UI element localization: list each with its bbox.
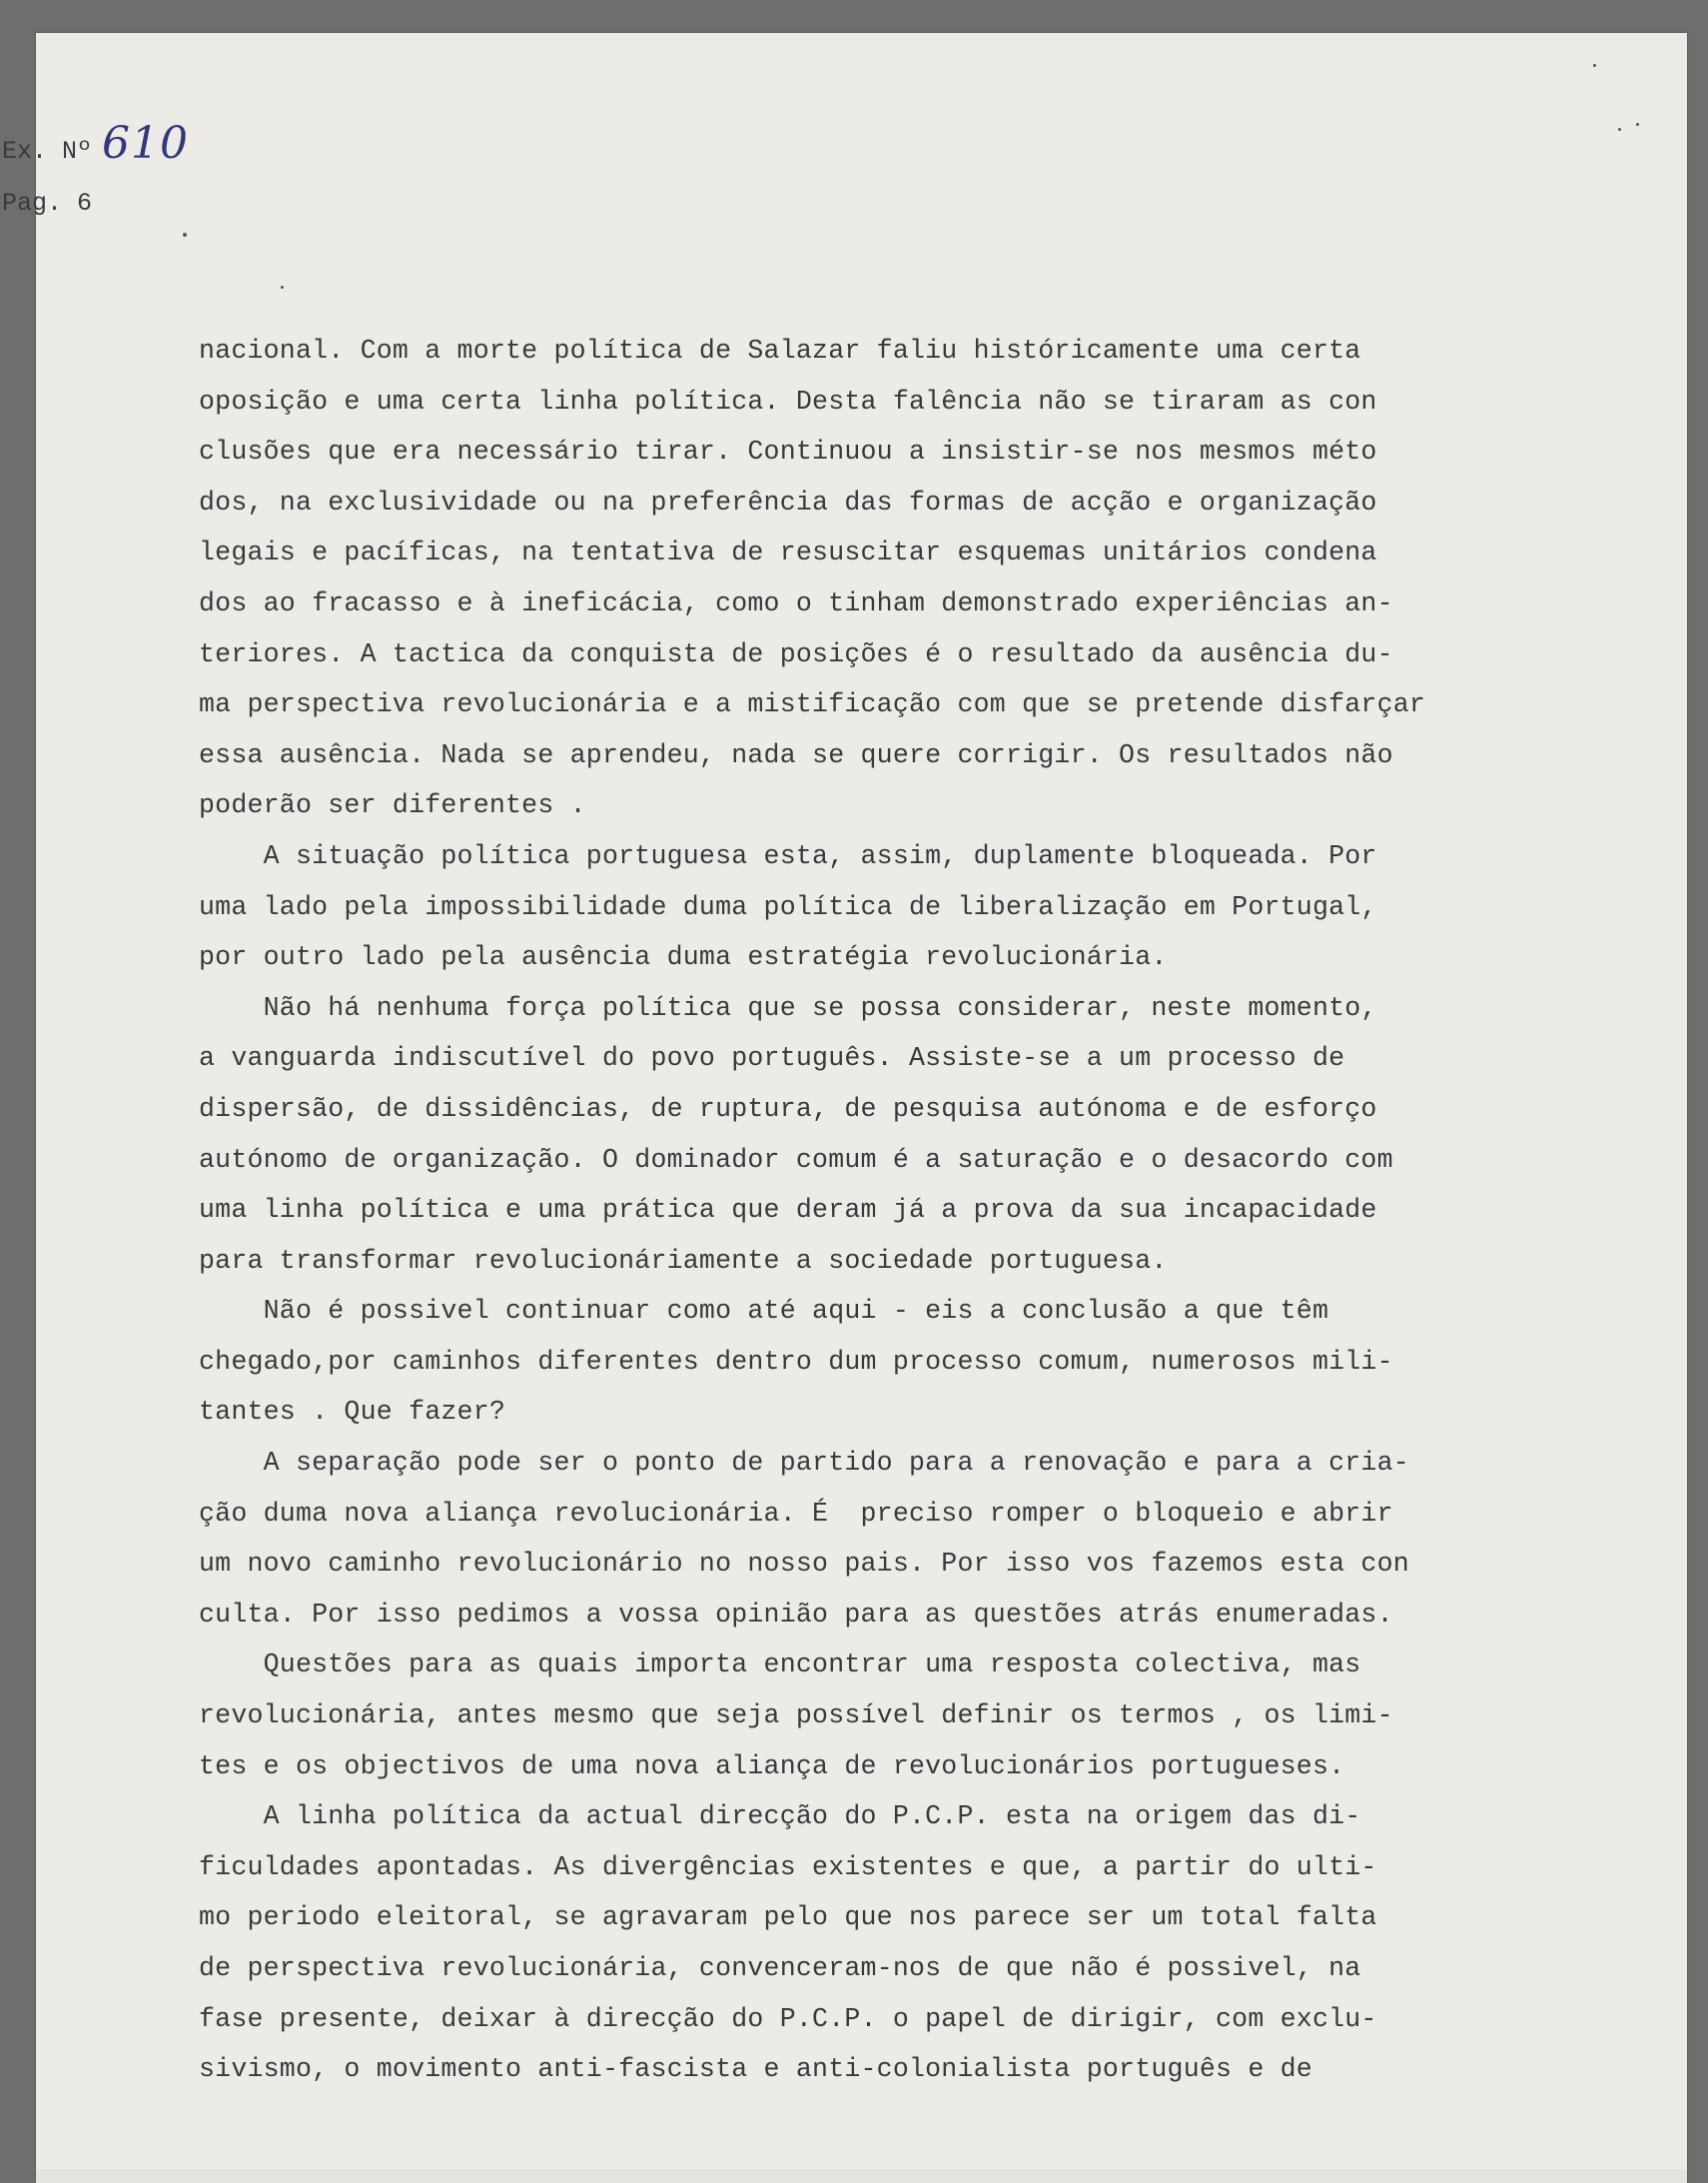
text-line: revolucionária, antes mesmo que seja possível definir os termos , os limi- (199, 1700, 1393, 1731)
text-line: de perspectiva revolucionária, convenceram-nos de que não é possivel, na (199, 1953, 1361, 1983)
text-line: por outro lado pela ausência duma estratégia revolucionária. (199, 942, 1168, 973)
typewritten-body (199, 326, 1426, 2095)
text-line: tantes . Que fazer? (199, 1397, 506, 1428)
text-line: A linha política da actual direcção do P.C.P. esta na origem das di- (199, 1801, 1361, 1832)
text-line: uma linha política e uma prática que deram já a prova da sua incapacidade (199, 1195, 1377, 1226)
page-number: Pag. 6 (2, 189, 93, 218)
text-line: A situação política portuguesa esta, assim, duplamente bloqueada. Por (199, 840, 1377, 871)
text-line: oposição e uma certa linha política. Desta falência não se tiraram as con (199, 386, 1377, 417)
text-line: mo periodo eleitoral, se agravaram pelo que nos parece ser um total falta (199, 1902, 1377, 1933)
text-line: ma perspectiva revolucionária e a mistificação com que se pretende disfarçar (199, 689, 1426, 720)
text-line: sivismo, o movimento anti-fascista e anti-colonialista português e de (199, 2054, 1312, 2085)
text-line: uma lado pela impossibilidade duma política de liberalização em Portugal, (199, 891, 1377, 922)
document-header (2, 118, 189, 230)
text-line: autónomo de organização. O dominador comum é a saturação e o desacordo com (199, 1144, 1393, 1175)
text-line: legais e pacíficas, na tentativa de resuscitar esquemas unitários condena (199, 538, 1377, 568)
text-line: fase presente, deixar à direcção do P.C.P. o papel de dirigir, com exclu- (199, 2003, 1377, 2034)
text-line: clusões que era necessário tirar. Continuou a insistir-se nos mesmos méto (199, 437, 1377, 468)
text-line: culta. Por isso pedimos a vossa opinião para as questões atrás enumeradas. (199, 1599, 1393, 1630)
text-line: poderão ser diferentes . (199, 790, 586, 821)
exemplar-number-row (2, 118, 189, 178)
text-line: para transformar revolucionáriamente a sociedade portuguesa. (199, 1245, 1168, 1276)
scan-bottom-strip (36, 2169, 1687, 2183)
text-line: dispersão, de dissidências, de ruptura, de pesquisa autónoma e de esforço (199, 1093, 1377, 1124)
text-line: dos, na exclusividade ou na preferência das formas de acção e organização (199, 487, 1377, 518)
text-line: Não é possivel continuar como até aqui - eis a conclusão a que têm (199, 1296, 1329, 1327)
text-line: chegado,por caminhos diferentes dentro dum processo comum, numerosos mili- (199, 1346, 1393, 1377)
text-line: dos ao fracasso e à ineficácia, como o tinham demonstrado experiências an- (199, 587, 1393, 618)
text-line: a vanguarda indiscutível do povo português. Assiste-se a um processo de (199, 1043, 1345, 1074)
text-line: ção duma nova aliança revolucionária. É preciso romper o bloqueio e abrir (199, 1498, 1393, 1529)
text-line: essa ausência. Nada se aprendeu, nada se quere corrigir. Os resultados não (199, 739, 1393, 770)
text-line: ficuldades apontadas. As divergências existentes e que, a partir do ulti- (199, 1851, 1377, 1882)
exemplar-number-label: Ex. Nº (2, 137, 93, 166)
text-line: Questões para as quais importa encontrar uma resposta colectiva, mas (199, 1649, 1361, 1680)
exemplar-number-handwritten: 610 (102, 118, 189, 169)
text-line: A separação pode ser o ponto de partido para a renovação e para a cria- (199, 1448, 1409, 1479)
text-line: um novo caminho revolucionário no nosso pais. Por isso vos fazemos esta con (199, 1549, 1409, 1580)
text-line: tes e os objectivos de uma nova aliança de revolucionários portugueses. (199, 1750, 1345, 1781)
text-line: Não há nenhuma força política que se possa considerar, neste momento, (199, 992, 1377, 1023)
text-line: teriores. A tactica da conquista de posições é o resultado da ausência du- (199, 638, 1393, 669)
text-line: nacional. Com a morte política de Salazar faliu históricamente uma certa (199, 336, 1361, 366)
